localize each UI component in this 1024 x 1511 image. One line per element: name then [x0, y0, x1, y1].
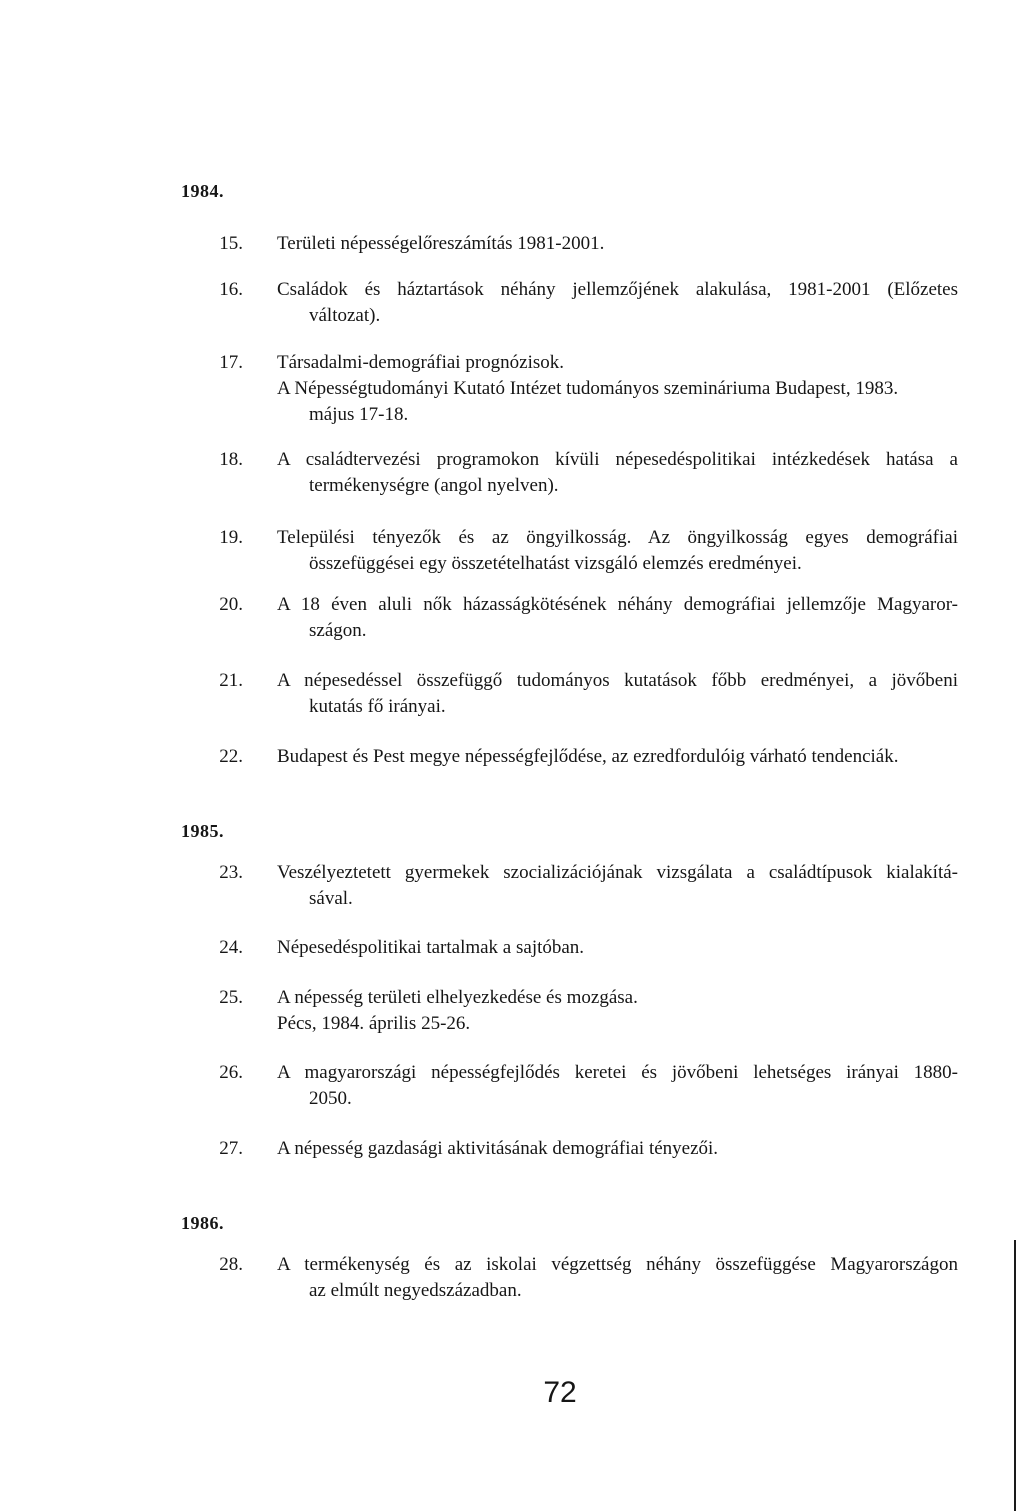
- list-item: [203, 231, 958, 257]
- list-item: [203, 985, 958, 1037]
- item-line: május 17-18.: [309, 404, 409, 425]
- item-line: sával.: [309, 888, 353, 909]
- item-line: 2050.: [309, 1088, 352, 1109]
- item-number: 18.: [219, 449, 243, 470]
- item-number: 17.: [219, 352, 243, 373]
- page-number: 72: [543, 1376, 577, 1409]
- item-number: 25.: [219, 987, 243, 1008]
- item-line: A népesség területi elhelyezkedése és mozgása.: [277, 987, 638, 1008]
- item-line: Veszélyeztetett gyermekek szocializációjának vizsgálata a családtípusok kialakítá-: [277, 862, 958, 883]
- item-line: az elmúlt negyedszázadban.: [309, 1280, 522, 1301]
- item-number: 16.: [219, 279, 243, 300]
- item-text: [277, 447, 958, 499]
- item-text: [277, 1252, 958, 1304]
- list-item: [203, 525, 958, 577]
- item-text: [277, 985, 958, 1037]
- item-line: változat).: [309, 305, 381, 326]
- item-line: Családok és háztartások néhány jellemzőjének alakulása, 1981-2001 (Előzetes: [277, 279, 958, 300]
- item-text: [277, 277, 958, 329]
- list-item: [203, 860, 958, 912]
- item-number: 22.: [219, 746, 243, 767]
- item-number: 24.: [219, 937, 243, 958]
- item-line: Területi népességelőreszámítás 1981-2001.: [277, 233, 605, 254]
- list-item: [203, 744, 958, 770]
- item-text: [277, 1136, 958, 1162]
- item-text: [277, 231, 958, 257]
- item-text: [277, 744, 958, 770]
- item-line: Budapest és Pest megye népességfejlődése, az ezredfordulóig várható tendenciák.: [277, 746, 899, 767]
- item-number: 28.: [219, 1254, 243, 1275]
- item-number: 20.: [219, 594, 243, 615]
- item-line: termékenységre (angol nyelven).: [309, 475, 559, 496]
- item-line: Pécs, 1984. április 25-26.: [277, 1013, 471, 1034]
- item-line: A termékenység és az iskolai végzettség néhány összefüggése Magyarországon: [277, 1254, 958, 1275]
- item-text: [277, 935, 958, 961]
- item-text: [277, 1060, 958, 1112]
- list-item: [203, 668, 958, 720]
- item-number: 21.: [219, 670, 243, 691]
- item-number: 27.: [219, 1138, 243, 1159]
- item-line: szágon.: [309, 620, 367, 641]
- list-item: [203, 1136, 958, 1162]
- item-text: [277, 525, 958, 577]
- year-heading: 1986.: [181, 1213, 224, 1233]
- item-line: Települési tényezők és az öngyilkosság. Az öngyilkosság egyes demográfiai: [277, 527, 958, 548]
- page-edge-line: [1014, 1240, 1016, 1511]
- item-line: Népesedéspolitikai tartalmak a sajtóban.: [277, 937, 585, 958]
- list-item: [203, 1060, 958, 1112]
- list-item: [203, 447, 958, 499]
- item-text: [277, 592, 958, 644]
- year-heading: 1985.: [181, 821, 224, 841]
- item-line: A magyarországi népességfejlődés keretei és jövőbeni lehetséges irányai 1880-: [277, 1062, 958, 1083]
- year-heading: 1984.: [181, 181, 224, 201]
- item-text: [277, 668, 958, 720]
- list-item: [203, 277, 958, 329]
- item-number: 23.: [219, 862, 243, 883]
- item-line: A népesedéssel összefüggő tudományos kutatások főbb eredményei, a jövőbeni: [277, 670, 958, 691]
- list-item: [203, 350, 958, 428]
- item-number: 26.: [219, 1062, 243, 1083]
- item-line: A 18 éven aluli nők házasságkötésének néhány demográfiai jellemzője Magyaror-: [277, 594, 958, 615]
- item-line: összefüggései egy összetételhatást vizsgáló elemzés eredményei.: [309, 553, 802, 574]
- list-item: [203, 592, 958, 644]
- item-text: [277, 860, 958, 912]
- item-line: A Népességtudományi Kutató Intézet tudományos szemináriuma Budapest, 1983.: [277, 378, 899, 399]
- list-item: [203, 1252, 958, 1304]
- item-text: [277, 350, 958, 428]
- list-item: [203, 935, 958, 961]
- item-line: kutatás fő irányai.: [309, 696, 446, 717]
- item-number: 19.: [219, 527, 243, 548]
- item-line: Társadalmi-demográfiai prognózisok.: [277, 352, 565, 373]
- item-number: 15.: [219, 233, 243, 254]
- item-line: A családtervezési programokon kívüli népesedéspolitikai intézkedések hatása a: [277, 449, 958, 470]
- item-line: A népesség gazdasági aktivitásának demográfiai tényezői.: [277, 1138, 719, 1159]
